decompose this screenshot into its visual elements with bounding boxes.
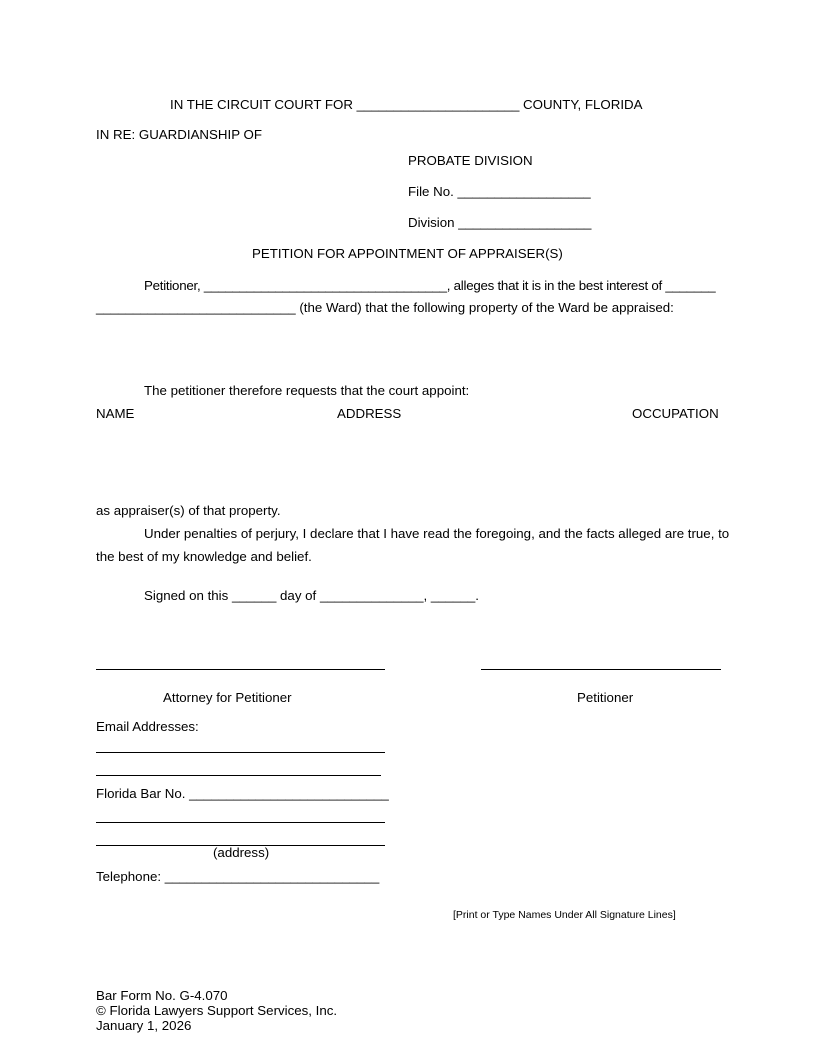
court-line: IN THE CIRCUIT COURT FOR ______________________ COUNTY, FLORIDA xyxy=(170,97,643,112)
print-names-note: [Print or Type Names Under All Signature Lines] xyxy=(453,909,676,921)
column-header-address: ADDRESS xyxy=(337,406,402,421)
address-line-1 xyxy=(96,822,385,823)
division-field: Division __________________ xyxy=(408,215,592,230)
perjury-declaration-line-1: Under penalties of perjury, I declare that I have read the foregoing, and the facts alleged are true, to xyxy=(144,526,730,541)
petitioner-signature-line xyxy=(481,669,721,670)
attorney-signature-line xyxy=(96,669,385,670)
request-sentence: The petitioner therefore requests that the court appoint: xyxy=(144,383,470,398)
file-number-field: File No. __________________ xyxy=(408,184,591,199)
petitioner-label: Petitioner xyxy=(577,690,634,705)
in-re-line: IN RE: GUARDIANSHIP OF xyxy=(96,127,262,142)
column-header-name: NAME xyxy=(96,406,135,421)
petitioner-paragraph-line-2: ___________________________ (the Ward) that the following property of the Ward be appraised: xyxy=(96,300,674,315)
attorney-label: Attorney for Petitioner xyxy=(163,690,292,705)
appraisers-sentence: as appraiser(s) of that property. xyxy=(96,503,281,518)
perjury-declaration-line-2: the best of my knowledge and belief. xyxy=(96,549,312,564)
florida-bar-number-field: Florida Bar No. ___________________________ xyxy=(96,786,389,801)
signed-date-line: Signed on this ______ day of ______________, ______. xyxy=(144,588,479,603)
column-header-occupation: OCCUPATION xyxy=(632,406,719,421)
email-addresses-label: Email Addresses: xyxy=(96,719,199,734)
telephone-field: Telephone: _____________________________ xyxy=(96,869,380,884)
form-date: January 1, 2026 xyxy=(96,1018,192,1033)
address-label: (address) xyxy=(213,845,270,860)
petitioner-paragraph-line-1: Petitioner, __________________________________, alleges that it is in the best interest of _______ xyxy=(144,278,716,293)
email-line-2 xyxy=(96,775,381,776)
bar-form-number: Bar Form No. G-4.070 xyxy=(96,988,228,1003)
probate-division: PROBATE DIVISION xyxy=(408,153,533,168)
email-line-1 xyxy=(96,752,385,753)
document-title: PETITION FOR APPOINTMENT OF APPRAISER(S) xyxy=(252,246,563,261)
copyright-notice: © Florida Lawyers Support Services, Inc. xyxy=(96,1003,338,1018)
